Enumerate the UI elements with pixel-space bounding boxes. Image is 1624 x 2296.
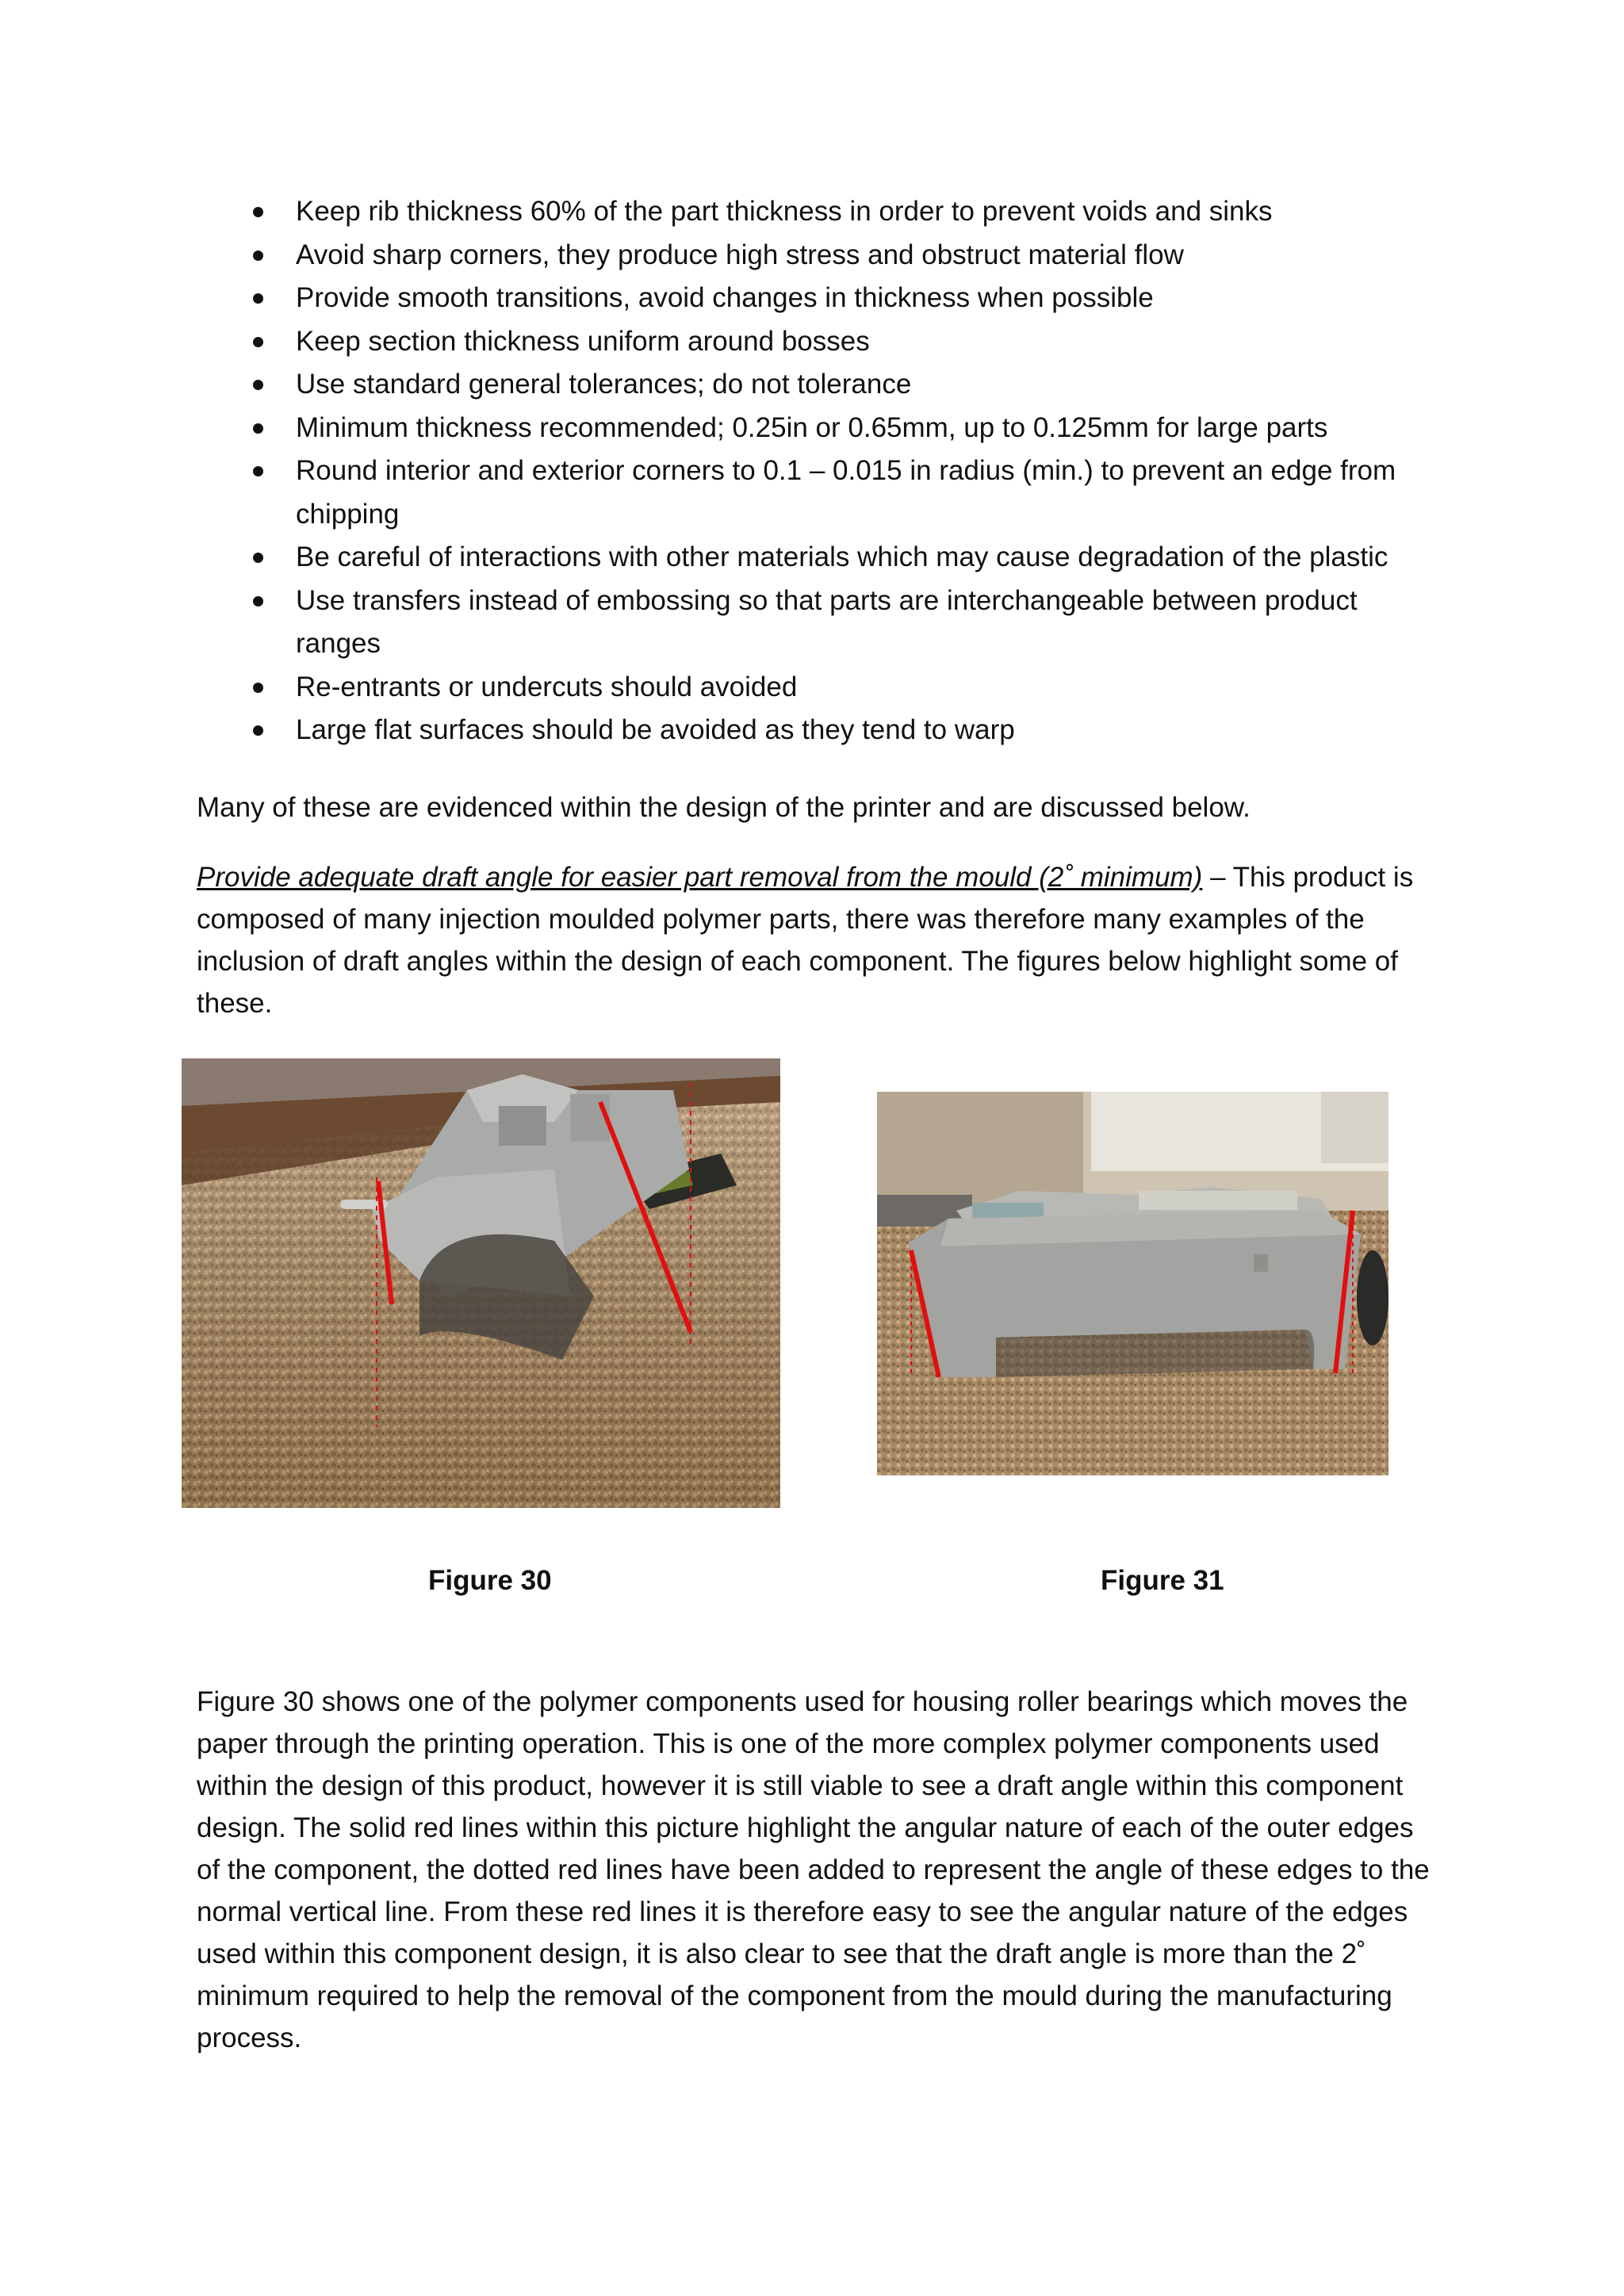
list-item: Minimum thickness recommended; 0.25in or 0.65mm, up to 0.125mm for large parts [197, 407, 1434, 450]
list-item: Provide smooth transitions, avoid changes in thickness when possible [197, 277, 1434, 320]
list-item: Use transfers instead of embossing so that parts are interchangeable between product ranges [197, 580, 1434, 666]
bullet-icon [253, 207, 263, 217]
bullet-icon [253, 380, 263, 390]
intro-paragraph: Many of these are evidenced within the design of the printer and are discussed below. [197, 792, 1251, 823]
list-item: Avoid sharp corners, they produce high stress and obstruct material flow [197, 234, 1434, 277]
bullet-icon [253, 466, 263, 476]
bullet-icon [253, 293, 263, 304]
list-item: Keep section thickness uniform around bosses [197, 320, 1434, 364]
draft-angle-text: – This product is composed of many injection moulded polymer parts, there was therefore many examples of the inclusion of draft angles within the design of each component. The figures below highlight some of these. [197, 862, 1414, 1019]
list-item: Be careful of interactions with other materials which may cause degradation of the plastic [197, 536, 1434, 580]
bullet-icon [253, 683, 263, 693]
list-item: Use standard general tolerances; do not tolerance [197, 363, 1434, 407]
bullet-icon [253, 251, 263, 261]
figure-30-photo [182, 1058, 780, 1508]
figure-30-caption: Figure 30 [428, 1565, 552, 1596]
bullet-icon [253, 596, 263, 607]
guideline-list [197, 190, 1434, 752]
list-item: Keep rib thickness 60% of the part thickness in order to prevent voids and sinks [197, 190, 1434, 234]
draft-angle-heading: Provide adequate draft angle for easier part removal from the mould (2˚ minimum) [197, 862, 1203, 893]
bullet-icon [253, 725, 263, 736]
figure-31-caption: Figure 31 [1101, 1565, 1224, 1596]
list-item: Round interior and exterior corners to 0.1 – 0.015 in radius (min.) to prevent an edge from chipping [197, 450, 1434, 536]
bullet-icon [253, 423, 263, 434]
list-item: Re-entrants or undercuts should avoided [197, 666, 1434, 710]
list-item: Large flat surfaces should be avoided as they tend to warp [197, 709, 1434, 752]
figure-30-paragraph: Figure 30 shows one of the polymer components used for housing roller bearings which moves the paper through the printing operation. This is one of the more complex polymer components used within the design of this product, however it is still viable to see a draft angle within this component design. The solid red lines within this picture highlight the angular nature of each of the outer edges of the component, the dotted red lines have been added to represent the angle of these edges to the normal vertical line. From these red lines it is therefore easy to see the angular nature of the edges used within this component design, it is also clear to see that the draft angle is more than the 2˚ minimum required to help the removal of the component from the mould during the manufacturing process. [197, 1686, 1430, 2053]
figure-31-photo [877, 1092, 1388, 1475]
draft-angle-paragraph [197, 856, 1434, 1024]
bullet-icon [253, 553, 263, 563]
bullet-icon [253, 337, 263, 347]
